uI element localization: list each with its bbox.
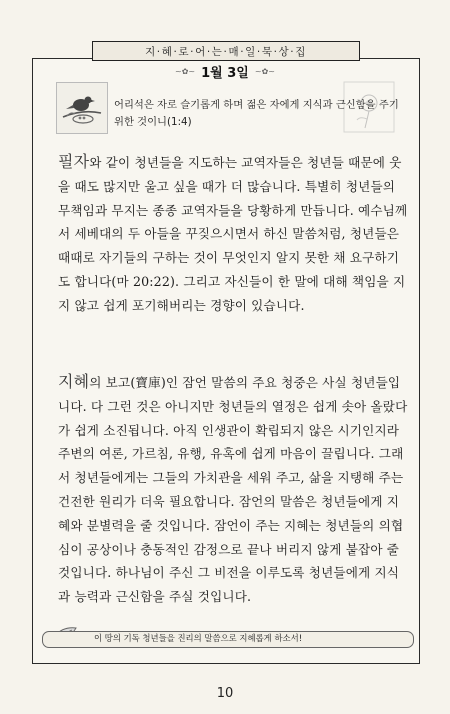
paragraph-2-text: 의 보고(寶庫)인 잠언 말씀의 주요 청중은 사실 청년들입니다. 다 그런 것은 아니지만 청년들의 열정은 쉽게 솟아 올랐다가 쉽게 소진됩니다. 아직 인생관이 확립되지 않은 시기인지라 주변의 여론, 가르침, 유행, 유혹에 쉽게 마음이 끌립니다. 그래서 청년들에게는 그들의 가치관을 세워 주고, 삶을 지탱해 주는 건전한 원리가 더욱 필요합니다. 잠언의 말씀은 청년들에게 지혜와 분별력을 줄 것입니다. 잠언이 주는 지혜는 청년들의 의협심이 공상이나 충동적인 감정으로 끝나 버리지 않게 붙잡아 줄 것입니다. 하나님이 주신 그 비전을 이루도록 청년들에게 지식과 능력과 근신함을 주실 것입니다. bbox=[58, 375, 408, 605]
bird-icon bbox=[57, 83, 107, 133]
date-row bbox=[150, 62, 300, 80]
paragraph-1-lead: 필자 bbox=[58, 152, 90, 171]
header-band bbox=[92, 41, 360, 61]
ornament-right: ~✿~ bbox=[254, 66, 275, 76]
ornament-left: ~✿~ bbox=[175, 66, 196, 76]
date-title: 1월 3일 bbox=[201, 65, 249, 81]
verse-text: 어리석은 자로 슬기롭게 하며 젊은 자에게 지식과 근신함을 주기 위한 것이니(1:4) bbox=[114, 99, 399, 128]
paragraph-1 bbox=[58, 150, 410, 318]
prayer-text: 이 땅의 기독 청년들을 진리의 말씀으로 지혜롭게 하소서! bbox=[94, 633, 303, 643]
bird-illustration bbox=[56, 82, 108, 134]
paragraph-1-text: 와 같이 청년들을 지도하는 교역자들은 청년들 때문에 웃을 때도 많지만 울고 싶을 때가 더 많습니다. 특별히 청년들의 무책임과 무지는 종종 교역자들을 당황하게 만듭니다. 예수님께서 세베대의 두 아들을 꾸짖으시면서 하신 말씀처럼, 청년들은 때때로 자기들의 구하는 것이 무엇인지 알지 못한 채 요구하기도 합니다(마 20:22). 그리고 자신들이 한 말에 대해 책임을 지지 않고 쉽게 포기해버리는 경향이 있습니다. bbox=[58, 155, 408, 313]
paragraph-2-lead: 지혜 bbox=[58, 372, 90, 391]
series-title: 지·혜·로·어·는·매·일·묵·상·집 bbox=[145, 45, 307, 58]
paragraph-2 bbox=[58, 370, 410, 609]
page-number: 10 bbox=[216, 686, 234, 701]
